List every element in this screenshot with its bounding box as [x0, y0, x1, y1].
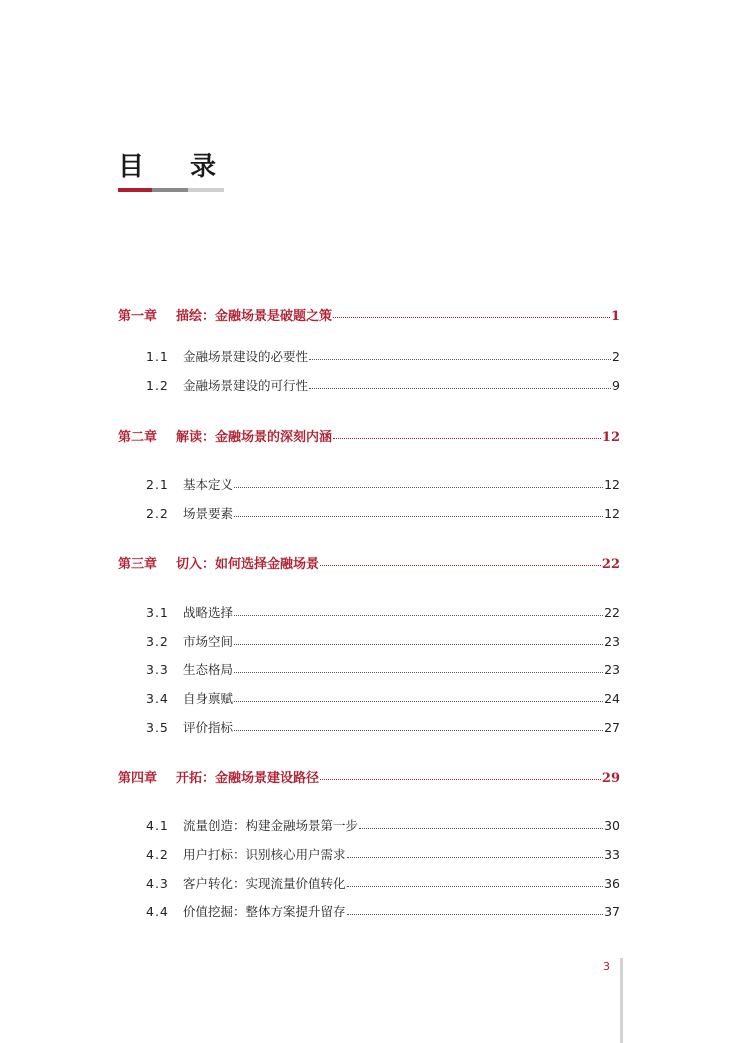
toc-section-title: 战略选择	[183, 605, 234, 620]
toc-section-title: 场景要素	[183, 506, 234, 521]
toc-section-number: 3.3	[146, 662, 169, 677]
toc-section-title: 自身禀赋	[183, 691, 234, 706]
toc-leader-dots	[333, 438, 601, 439]
toc-leader-dots	[320, 565, 601, 566]
toc-page-number: 27	[604, 720, 620, 735]
toc-page-number: 12	[601, 430, 620, 445]
toc-section-title: 客户转化：实现流量价值转化	[183, 876, 346, 891]
toc-page-number: 24	[604, 691, 620, 706]
toc-page-number: 37	[604, 904, 620, 919]
toc-chapter-4[interactable]	[118, 767, 620, 786]
toc-chapter-2[interactable]	[118, 426, 620, 445]
title-bar-light-segment	[188, 188, 224, 192]
toc-leader-dots	[359, 828, 603, 829]
toc-section-4-4[interactable]	[146, 902, 620, 920]
toc-section-4-2[interactable]	[146, 845, 620, 863]
toc-section-title: 流量创造：构建金融场景第一步	[183, 818, 359, 833]
toc-section-3-3[interactable]	[146, 660, 620, 678]
toc-section-4-1[interactable]	[146, 816, 620, 834]
toc-page-number: 29	[601, 771, 620, 786]
toc-section-number: 1.1	[146, 349, 169, 364]
toc-page-number: 22	[601, 557, 620, 572]
toc-section-1-1[interactable]	[146, 347, 620, 365]
toc-page-number: 22	[604, 605, 620, 620]
toc-page-number: 1	[610, 309, 620, 324]
toc-chapter-title: 切入：如何选择金融场景	[176, 557, 320, 572]
toc-leader-dots	[320, 779, 601, 780]
toc-section-title: 价值挖掘：整体方案提升留存	[183, 904, 346, 919]
toc-leader-dots	[234, 644, 603, 645]
toc-page-number: 9	[612, 378, 620, 393]
page-number: 3	[603, 960, 610, 973]
toc-title	[118, 146, 216, 183]
toc-page-number: 23	[604, 662, 620, 677]
toc-section-3-4[interactable]	[146, 689, 620, 707]
toc-leader-dots	[333, 317, 610, 318]
toc-section-title: 生态格局	[183, 662, 234, 677]
toc-chapter-title: 描绘：金融场景是破题之策	[176, 309, 333, 324]
toc-chapter-number: 第四章	[118, 771, 158, 786]
toc-section-number: 2.1	[146, 477, 169, 492]
toc-section-3-5[interactable]	[146, 718, 620, 736]
toc-leader-dots	[309, 388, 611, 389]
toc-section-number: 2.2	[146, 506, 169, 521]
toc-section-1-2[interactable]	[146, 376, 620, 394]
toc-section-title: 金融场景建设的可行性	[183, 378, 309, 393]
title-bar-gray-segment	[152, 188, 188, 192]
toc-section-title: 基本定义	[183, 477, 234, 492]
toc-section-number: 3.2	[146, 634, 169, 649]
toc-section-number: 4.3	[146, 876, 169, 891]
toc-page-number: 33	[604, 847, 620, 862]
toc-section-3-2[interactable]	[146, 632, 620, 650]
toc-chapter-1[interactable]	[118, 305, 620, 324]
toc-page-number: 30	[604, 818, 620, 833]
toc-leader-dots	[234, 701, 603, 702]
toc-chapter-number: 第二章	[118, 430, 158, 445]
toc-section-title: 市场空间	[183, 634, 234, 649]
toc-section-2-1[interactable]	[146, 475, 620, 493]
page-number-rule	[620, 958, 623, 1043]
toc-leader-dots	[234, 487, 603, 488]
toc-page-number: 12	[604, 506, 620, 521]
toc-chapter-number: 第三章	[118, 557, 158, 572]
toc-title-char-2: 录	[190, 152, 217, 182]
toc-section-title: 金融场景建设的必要性	[183, 349, 309, 364]
toc-chapter-number: 第一章	[118, 309, 158, 324]
toc-section-number: 4.1	[146, 818, 169, 833]
toc-section-title: 评价指标	[183, 720, 234, 735]
toc-page-number: 2	[612, 349, 620, 364]
toc-section-number: 3.5	[146, 720, 169, 735]
toc-leader-dots	[347, 886, 604, 887]
toc-leader-dots	[309, 359, 611, 360]
toc-title-char-1: 目	[118, 152, 145, 182]
toc-chapter-title: 开拓：金融场景建设路径	[176, 771, 320, 786]
toc-page-number: 23	[604, 634, 620, 649]
toc-chapter-3[interactable]	[118, 553, 620, 572]
toc-section-number: 4.4	[146, 904, 169, 919]
toc-section-number: 3.1	[146, 605, 169, 620]
toc-page-number: 12	[604, 477, 620, 492]
toc-page-number: 36	[604, 876, 620, 891]
toc-leader-dots	[234, 516, 603, 517]
toc-section-number: 1.2	[146, 378, 169, 393]
toc-leader-dots	[234, 615, 603, 616]
toc-chapter-title: 解读：金融场景的深刻内涵	[176, 430, 333, 445]
title-underline-bar	[118, 188, 224, 192]
toc-leader-dots	[347, 857, 604, 858]
toc-section-2-2[interactable]	[146, 504, 620, 522]
toc-leader-dots	[234, 672, 603, 673]
toc-section-3-1[interactable]	[146, 603, 620, 621]
toc-section-title: 用户打标：识别核心用户需求	[183, 847, 346, 862]
toc-section-number: 3.4	[146, 691, 169, 706]
toc-leader-dots	[347, 914, 604, 915]
toc-section-number: 4.2	[146, 847, 169, 862]
title-bar-red-segment	[118, 188, 152, 192]
toc-section-4-3[interactable]	[146, 874, 620, 892]
toc-leader-dots	[234, 730, 603, 731]
